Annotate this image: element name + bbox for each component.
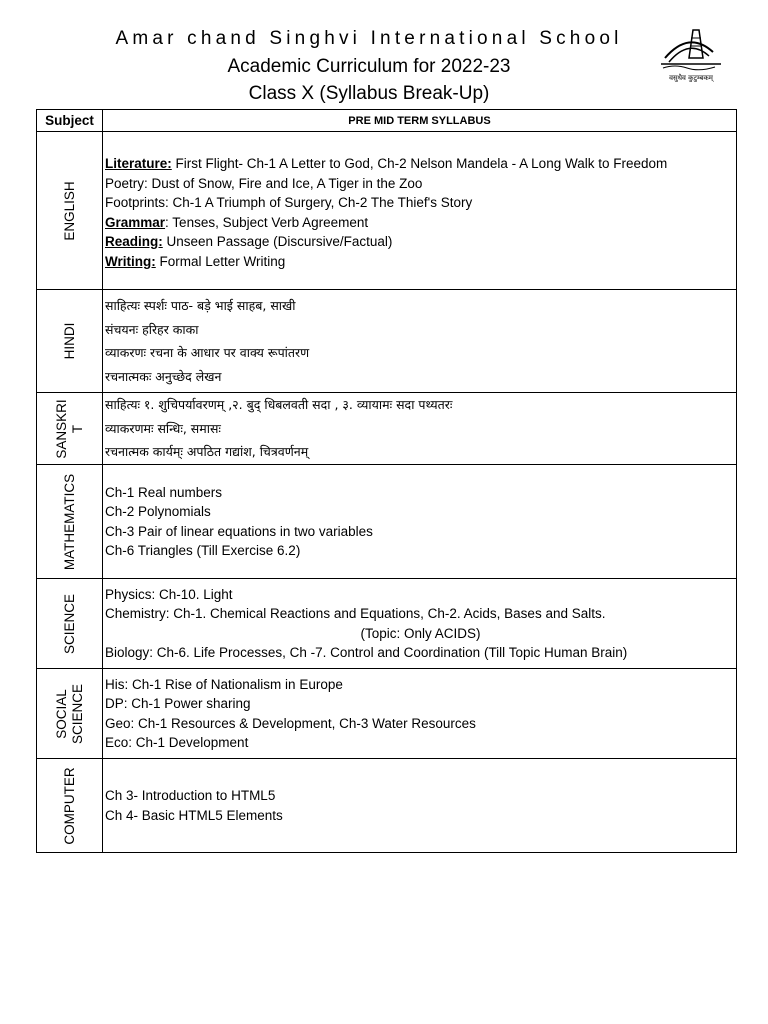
social-line: DP: Ch-1 Power sharing — [105, 696, 251, 711]
sanskrit-line: साहित्यः १. शुचिपर्यावरणम् ,२. बुद् धिबलवती सदा , ३. व्यायामः सदा पथ्यतरः — [105, 397, 453, 413]
subject-science: SCIENCE — [61, 593, 77, 654]
row-mathematics — [37, 465, 737, 579]
footprints-text: Footprints: Ch-1 A Triumph of Surgery, Ch-2 The Thief's Story — [105, 195, 473, 210]
computer-line: Ch 4- Basic HTML5 Elements — [105, 807, 283, 823]
hindi-line: व्याकरणः रचना के आधार पर वाक्य रूपांतरण — [105, 345, 310, 360]
row-science — [37, 579, 737, 669]
maths-line: Ch-6 Triangles (Till Exercise 6.2) — [105, 543, 301, 558]
physics-line: Physics: Ch-10. Light — [105, 586, 233, 602]
subject-column-header: Subject — [37, 110, 103, 132]
curriculum-title: Academic Curriculum for 2022-23 — [227, 56, 511, 77]
sanskrit-line: व्याकरणमः सन्धिः, समासः — [105, 420, 221, 436]
social-line: Geo: Ch-1 Resources & Development, Ch-3 Water Resources — [105, 715, 476, 731]
hindi-line: रचनात्मकः अनुच्छेद लेखन — [105, 368, 222, 384]
writing-label: Writing: — [105, 253, 156, 269]
maths-line: Ch-1 Real numbers — [105, 484, 223, 500]
subject-hindi: HINDI — [61, 322, 77, 360]
subject-social-science: SOCIAL SCIENCE — [53, 683, 85, 744]
literature-label: Literature: — [105, 156, 172, 171]
maths-line: Ch-3 Pair of linear equations in two variables — [105, 523, 373, 539]
logo-motto: वसुधैव कुटुम्बकम् — [669, 74, 713, 82]
biology-line: Biology: Ch-6. Life Processes, Ch -7. Control and Coordination (Till Topic Human Brain) — [105, 645, 628, 660]
row-hindi — [37, 290, 737, 393]
maths-line: Ch-2 Polynomials — [105, 504, 211, 519]
social-line: His: Ch-1 Rise of Nationalism in Europe — [105, 676, 343, 692]
subject-mathematics: MATHEMATICS — [61, 473, 77, 570]
literature-text: First Flight- Ch-1 A Letter to God, Ch-2 Nelson Mandela - A Long Walk to Freedom — [171, 156, 668, 171]
row-social-science — [37, 669, 737, 759]
syllabus-column-header: PRE MID TERM SYLLABUS — [103, 110, 737, 132]
chemistry-line: Chemistry: Ch-1. Chemical Reactions and Equations, Ch-2. Acids, Bases and Salts. — [105, 606, 606, 621]
subject-sanskrit: SANSKRI T — [53, 398, 85, 459]
topic-line: (Topic: Only ACIDS) — [360, 625, 481, 641]
hindi-line: साहित्यः स्पर्शः पाठ- बड़े भाई साहब, साखी — [105, 298, 296, 313]
subject-computer: COMPUTER — [61, 766, 77, 845]
social-line: Eco: Ch-1 Development — [105, 735, 249, 750]
grammar-label: Grammar — [105, 214, 166, 230]
writing-text: Formal Letter Writing — [155, 253, 286, 269]
subject-english: ENGLISH — [61, 180, 77, 241]
syllabus-table — [36, 109, 737, 853]
reading-label: Reading: — [105, 234, 163, 249]
grammar-text: : Tenses, Subject Verb Agreement — [165, 214, 369, 230]
poetry-text: Poetry: Dust of Snow, Fire and Ice, A Tiger in the Zoo — [105, 175, 423, 191]
reading-text: Unseen Passage (Discursive/Factual) — [162, 234, 393, 249]
school-name: Amar chand Singhvi International School — [115, 28, 623, 49]
class-title: Class X (Syllabus Break-Up) — [248, 83, 490, 104]
row-sanskrit — [37, 393, 737, 465]
hindi-line: संचयनः हरिहर काका — [105, 321, 199, 337]
sanskrit-line: रचनात्मक कार्यम्ः अपठित गद्यांश, चित्रवर्णनम् — [105, 444, 309, 460]
school-logo-icon — [655, 24, 727, 84]
row-english — [37, 132, 737, 290]
row-computer — [37, 759, 737, 853]
computer-line: Ch 3- Introduction to HTML5 — [105, 788, 276, 803]
